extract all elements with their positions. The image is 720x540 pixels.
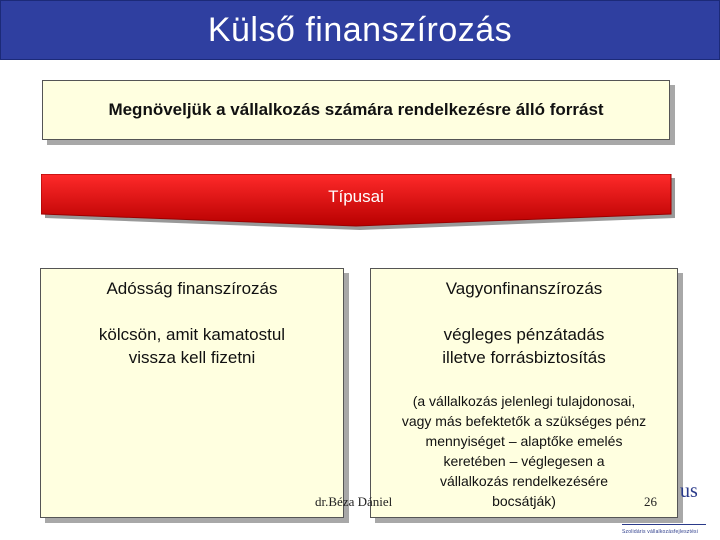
debt-financing-box <box>40 268 344 518</box>
equity-description-line: végleges pénzátadás <box>443 325 605 344</box>
slide-title: Külső finanszírozás <box>207 10 513 49</box>
footer-author: dr.Béza Dániel <box>315 494 393 509</box>
equity-note-line: vállalkozás rendelkezésére <box>439 473 609 489</box>
logo-text: us <box>680 480 698 502</box>
equity-note-line: mennyiséget – alaptőke emelés <box>425 433 623 449</box>
intro-box <box>42 80 670 140</box>
debt-financing-description <box>41 323 343 369</box>
logo-divider <box>622 524 706 525</box>
equity-financing-note <box>371 391 677 511</box>
debt-description-line: kölcsön, amit kamatostul <box>98 325 286 344</box>
equity-note-line: bocsátják) <box>492 493 556 509</box>
intro-text: Megnöveljük a vállalkozás számára rendelkezésre álló forrást <box>108 100 604 119</box>
equity-note-line: vagy más befektetők a szükséges pénz <box>401 413 647 429</box>
equity-description-line: illetve forrásbiztosítás <box>442 348 606 367</box>
types-banner <box>41 174 671 230</box>
debt-financing-heading: Adósság finanszírozás <box>106 279 278 298</box>
equity-note-line: keretében – véglegesen a <box>443 453 605 469</box>
page-number: 26 <box>644 494 657 509</box>
equity-financing-heading: Vagyonfinanszírozás <box>445 279 603 298</box>
equity-financing-box <box>370 268 678 518</box>
types-label: Típusai <box>328 187 384 206</box>
title-bar <box>0 0 720 60</box>
equity-financing-description <box>371 323 677 369</box>
logo-caption: Szolidáris vállalkozásfejlesztési <box>622 529 699 535</box>
equity-note-line: (a vállalkozás jelenlegi tulajdonosai, <box>412 393 636 409</box>
debt-description-line: vissza kell fizetni <box>128 348 256 367</box>
